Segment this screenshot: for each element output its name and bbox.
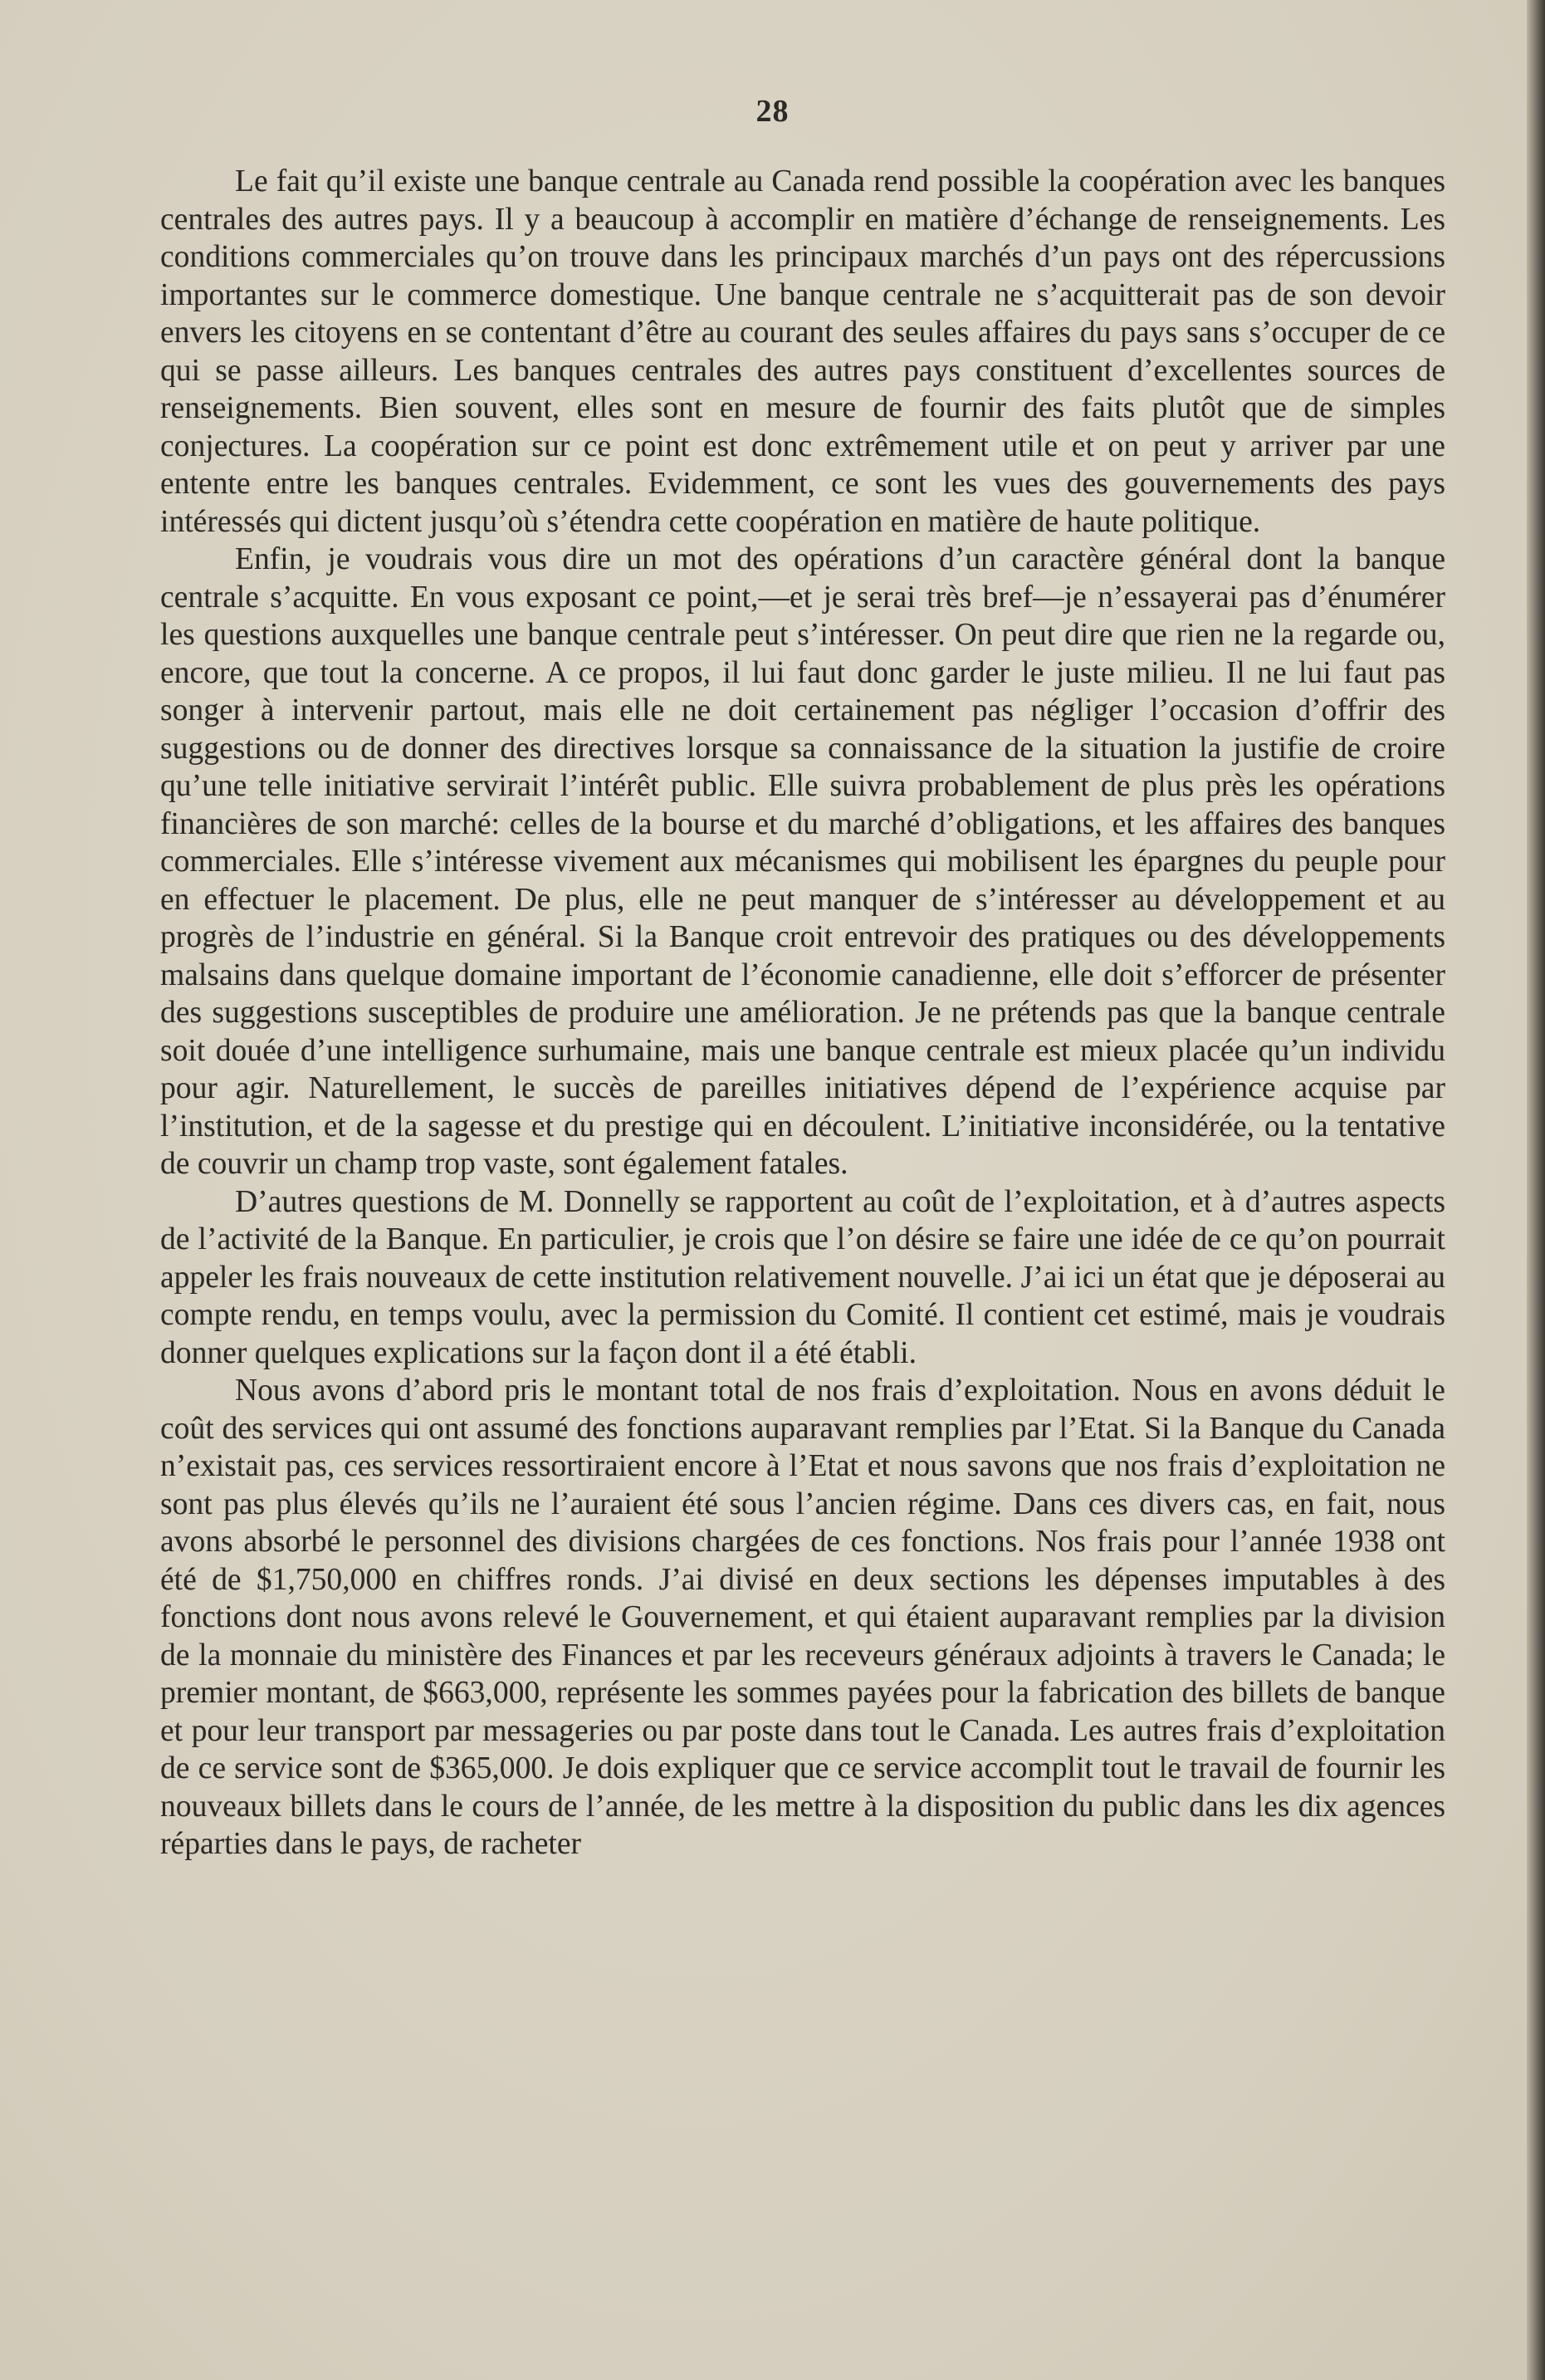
paragraph-cooperation: Le fait qu’il existe une banque centrale au Canada rend possible la coopération avec les banques centrales des autres pays. Il y a beaucoup à accomplir en matière d’échange de renseignements. Les conditions commerciales qu’on trouve dans les principaux marchés d’un pays ont des répercussions importantes sur le commerce domestique. Une banque centrale ne s’acquitterait pas de son devoir envers les citoyens en se contentant d’être au courant des seules affaires du pays sans s’occuper de ce qui se passe ailleurs. Les banques centrales des autres pays constituent d’excellentes sources de renseignements. Bien souvent, elles sont en mesure de fournir des faits plutôt que de simples conjectures. La coopération sur ce point est donc extrêmement utile et on peut y arriver par une entente entre les banques centrales. Evidemment, ce sont les vues des gouvernements des pays intéressés qui dictent jusqu’où s’étendra cette coopération en matière de haute politique. — [160, 164, 1445, 539]
body-text — [160, 163, 1445, 1863]
page-number: 28 — [755, 94, 790, 129]
paragraph-operating-costs: D’autres questions de M. Donnelly se rapportent au coût de l’exploitation, et à d’autres aspects de l’activité de la Banque. En particulier, je crois que l’on désire se faire une idée de ce qu’on pourrait appeler les frais nouveaux de cette institution relativement nouvelle. J’ai ici un état que je déposerai au compte rendu, en temps voulu, avec la permission du Comité. Il contient cet estimé, mais je voudrais donner quelques explications sur la façon dont il a été établi. — [160, 1184, 1445, 1370]
paragraph-general-operations: Enfin, je voudrais vous dire un mot des opérations d’un caractère général dont la banque centrale s’acquitte. En vous exposant ce point,—et je serai très bref—je n’essayerai pas d’énumérer les questions auxquelles une banque centrale peut s’intéresser. On peut dire que rien ne la regarde ou, encore, que tout la concerne. A ce propos, il lui faut donc garder le juste milieu. Il ne lui faut pas songer à intervenir partout, mais elle ne doit certainement pas négliger l’occasion d’offrir des suggestions ou de donner des directives lorsque sa connaissance de la situation la justifie de croire qu’une telle initiative servirait l’intérêt public. Elle suivra probablement de plus près les opérations financières de son marché: celles de la bourse et du marché d’obligations, et les affaires des banques commerciales. Elle s’intéresse vivement aux mécanismes qui mobilisent les épargnes du peuple pour en effectuer le placement. De plus, elle ne peut manquer de s’intéresser au développement et au progrès de l’industrie en général. Si la Banque croit entrevoir des pratiques ou des développements malsains dans quelque domaine important de l’économie canadienne, elle doit s’efforcer de présenter des suggestions susceptibles de produire une amélioration. Je ne prétends pas que la banque centrale soit douée d’une intelligence surhumaine, mais une banque centrale est mieux placée qu’un individu pour agir. Naturellement, le succès de pareilles initiatives dépend de l’expérience acquise par l’institution, et de la sagesse et du prestige qui en découlent. L’initiative inconsidérée, ou la tentative de couvrir un champ trop vaste, sont également fatales. — [160, 542, 1445, 1181]
page-edge-shadow — [1527, 0, 1545, 2380]
paragraph-expense-breakdown: Nous avons d’abord pris le montant total de nos frais d’exploitation. Nous en avons déduit le coût des services qui ont assumé des fonctions auparavant remplies par l’Etat. Si la Banque du Canada n’existait pas, ces services ressortiraient encore à l’Etat et nous savons que nos frais d’exploitation ne sont pas plus élevés qu’ils ne l’auraient été sous l’ancien régime. Dans ces divers cas, en fait, nous avons absorbé le personnel des divisions chargées de ces fonctions. Nos frais pour l’année 1938 ont été de $1,750,000 en chiffres ronds. J’ai divisé en deux sections les dépenses imputables à des fonctions dont nous avons relevé le Gouvernement, et qui étaient auparavant remplies par la division de la monnaie du ministère des Finances et par les receveurs généraux adjoints à travers le Canada; le premier montant, de $663,000, représente les sommes payées pour la fabrication des billets de banque et pour leur transport par messageries ou par poste dans tout le Canada. Les autres frais d’exploitation de ce service sont de $365,000. Je dois expliquer que ce service accomplit tout le travail de fournir les nouveaux billets dans le cours de l’année, de les mettre à la disposition du public dans les dix agences réparties dans le pays, de racheter — [160, 1374, 1445, 1861]
